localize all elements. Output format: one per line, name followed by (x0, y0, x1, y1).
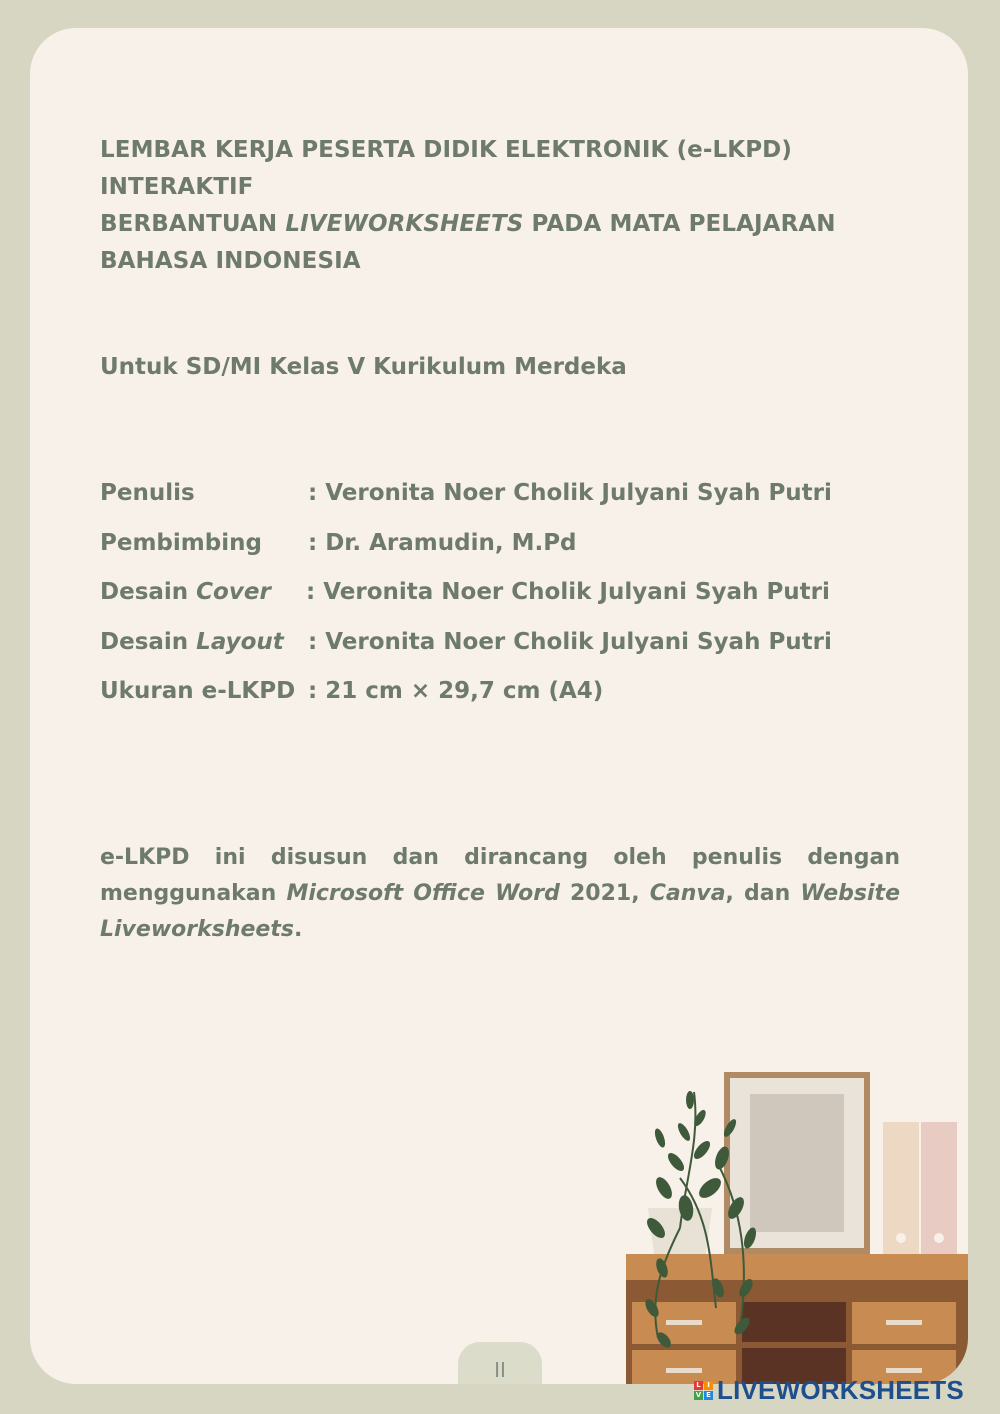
liveworksheets-brand[interactable] (694, 1374, 964, 1406)
meta-row-penulis (100, 480, 832, 530)
title-line-1: LEMBAR KERJA PESERTA DIDIK ELEKTRONIK (e-LKPD) INTERAKTIF (100, 137, 792, 200)
subtitle: Untuk SD/MI Kelas V Kurikulum Merdeka (100, 354, 627, 380)
meta-value: : 21 cm × 29,7 cm (A4) (308, 678, 604, 704)
meta-value: : Dr. Aramudin, M.Pd (308, 529, 577, 556)
meta-row-ukuran (100, 678, 832, 728)
meta-value: : Veronita Noer Cholik Julyani Syah Putri (308, 480, 832, 506)
meta-label: Desain Layout (100, 628, 284, 655)
meta-value: : Veronita Noer Cholik Julyani Syah Putri (306, 579, 830, 605)
cabinet-top (626, 1254, 968, 1280)
brand-text: LIVEWORKSHEETS (717, 1374, 964, 1405)
meta-row-desain-layout (100, 629, 832, 679)
meta-row-desain-cover (100, 579, 832, 629)
meta-label: Penulis (100, 480, 195, 506)
title-line-2-pre: BERBANTUAN (100, 211, 286, 237)
meta-row-pembimbing (100, 530, 832, 580)
page-number-tab: II (458, 1342, 542, 1384)
meta-value: : Veronita Noer Cholik Julyani Syah Putri (308, 628, 832, 655)
title-line-2-post: PADA MATA PELAJARAN (523, 211, 836, 237)
meta-label: Desain Cover (100, 579, 271, 605)
furniture-illustration (590, 1058, 968, 1384)
meta-label: Pembimbing (100, 529, 262, 556)
meta-info (100, 480, 832, 728)
title-line-3: BAHASA INDONESIA (100, 248, 361, 274)
page-card (30, 28, 968, 1384)
document-title (100, 132, 900, 280)
title-line-2 (100, 206, 900, 243)
title-line-2-italic: LIVEWORKSHEETS (285, 211, 524, 237)
meta-label: Ukuran e-LKPD (100, 678, 296, 704)
liveworksheets-logo-icon: L I V E (694, 1381, 713, 1400)
description-paragraph: e-LKPD ini disusun dan dirancang oleh penulis dengan menggunakan Microsoft Office Word 2021, Canva, dan Website Liveworksheets. (100, 845, 900, 942)
